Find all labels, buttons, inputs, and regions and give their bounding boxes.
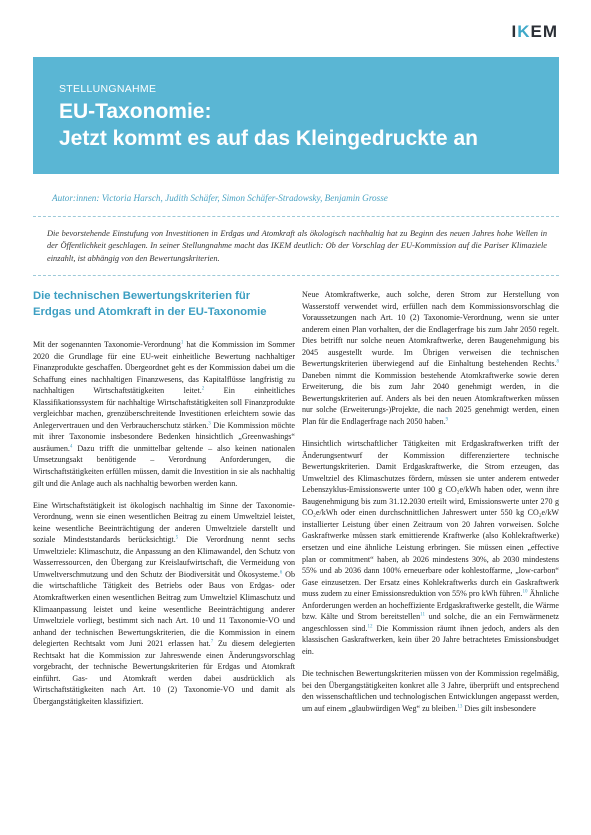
footnote-ref[interactable]: 9 bbox=[445, 417, 449, 423]
title-banner bbox=[33, 57, 559, 174]
section-heading-line-2: Erdgas und Atomkraft in der EU-Taxonomie bbox=[33, 306, 267, 318]
lead-paragraph: Die bevorstehende Einstufung von Investitionen in Erdgas und Atomkraft als ökologisch nachhaltig hat zu Beginn des neuen Jahres hohe Wellen in der Öffentlichkeit geschlagen. In seiner Stellungnahme macht das IKEM deutlich: Ob der Vorschlag der EU-Kommission auf die Pariser Klimaziele einzahlt, ist abhängig von den Bewertungskriterien. bbox=[47, 229, 547, 263]
footnote-ref[interactable]: 7 bbox=[210, 639, 214, 645]
body-paragraph: Eine Wirtschaftstätigkeit ist ökologisch nachhaltig im Sinne der Taxonomie-Verordnung, wenn sie einen wesentlichen Beitrag zu einem Umweltziel leistet, keine wesentliche Beeinträchtigung der anderen Umweltziele darstellt und soziale Mindeststandards berücksichtigt.$^5$ Die Verordnung nennt sechs Umweltziele: Klimaschutz, die Anpassung an den Klimawandel, den Schutz von Wasserressourcen, den Übergang zur Kreislaufwirtschaft, die Vermeidung von Umweltverschmutzung und den Schutz der Biodiversität und Ökosysteme.$^6$ Ob die wirtschaftliche Tätigkeit des Betriebs oder Baus von Erdgas- oder Atomkraftwerken einen wesentlichen Beitrag zum Umweltziel Klimaschutz und Klimaanpassung leistet und keine wesentliche Beeinträchtigung anderer Umweltziele vorliegt, bestimmt sich nach Art. 10 und 11 Taxonomie-VO und anhand der technischen Bewertungskriterien, die die Kommission in einem delegierten Rechtsakt vom Juni 2021 erlassen hat.$^7$ Zu diesem delegierten Rechtsakt hat die Kommission zur Jahreswende einen Änderungsvorschlag vorgebracht, der technische Bewertungskriterien für Erdgas und Atomkraft einführt. Gas- und Atomkraft werden dabei ausdrücklich als Wirtschaftstätigkeiten nach Art. 10 (2) Taxonomie-VO und damit als Übergangstätigkeiten klassifiziert. bbox=[33, 500, 295, 706]
section-heading-line-1: Die technischen Bewertungskriterien für bbox=[33, 290, 251, 302]
divider-top bbox=[33, 216, 559, 217]
page-title-line-1: EU-Taxonomie: bbox=[59, 100, 212, 123]
body-paragraph: Mit der sogenannten Taxonomie-Verordnung$^1$ hat die Kommission im Sommer 2020 die Grundlage für eine EU-weit einheitliche Bewertung nachhaltiger Finanzprodukte geschaffen. Übergeordnet geht es der Kommission dabei um die Schaffung eines nachhaltigen Finanzwesens, das Kapitalflüsse langfristig zu nachhaltigen Wirtschaftstätigkeiten leitet.$^2$ Ein einheitliches Klassifikationssystem für nachhaltige Wirtschaftstätigkeiten soll Finanzprodukte vergleichbar machen, grenzüberschreitende Investitionen erleichtern sowie das Anlegervertrauen und den Verbraucherschutz stärken.$^3$ Die Kommission möchte mit ihrer Taxonomie insbesondere Bedenken hinsichtlich „Greenwashings“ ausräumen.$^4$ Dazu trifft die unmittelbar geltende – also keinen nationalen Umsetzungsakt benötigende – Verordnung Anforderungen, die Wirtschaftstätigkeiten erfüllen müssen, damit die Investition in sie als nachhaltig gilt und die Anlage auch als nachhaltig beworben werden kann. bbox=[33, 340, 295, 488]
footnote-ref[interactable]: 11 bbox=[420, 612, 425, 618]
page-title-line-2: Jetzt kommt es auf das Kleingedruckte an bbox=[59, 127, 478, 150]
authors-line: Autor:innen: Victoria Harsch, Judith Schäfer, Simon Schäfer-Stradowsky, Benjamin Grosse bbox=[52, 193, 388, 203]
footnote-ref[interactable]: 5 bbox=[175, 535, 179, 541]
footnote-ref[interactable]: 3 bbox=[208, 421, 211, 427]
footnote-ref[interactable]: 12 bbox=[367, 624, 373, 630]
footnote-ref[interactable]: 2 bbox=[201, 386, 205, 392]
body-paragraph: Neue Atomkraftwerke, auch solche, deren Strom zur Herstellung von Wasserstoff verwendet wird, erfüllen nach dem Kommissionsvorschlag die Voraussetzungen nach Art. 10 (2) Taxonomie-Verordnung, wenn sie unter anderem einen Plan vorhalten, der die Endlagerfrage bis zum Jahr 2050 regelt. Dies betrifft nur solche neuen Atomkraftwerke, deren Baugenehmigung bis 2045 ausgestellt wurde. Im Übrigen verweisen die technischen Bewertungskriterien überwiegend auf die Einhaltung bestehenden Rechts.$^8$ Daneben nimmt die Kommission bestehende Atomkraftwerke sowie deren Erweiterung, die bis zum Jahr 2040 genehmigt werden, in die Bewertungskriterien auf. Anders als bei den neuen Atomkraftwerken müssen nur solche (Erweiterungs-)Projekte, die nach 2025 genehmigt werden, einen Plan für die Endlagerfrage nach 2050 haben.$^9$ bbox=[302, 290, 559, 427]
footnote-ref[interactable]: 6 bbox=[279, 570, 283, 576]
document-type-label: STELLUNGNAHME bbox=[59, 83, 157, 95]
divider-bottom bbox=[33, 275, 559, 276]
body-paragraph: Hinsichtlich wirtschaftlicher Tätigkeiten mit Erdgaskraftwerken trifft der Änderungsentwurf der Kommission differenziertere technische Bewertungskriterien. Damit Erdgaskraftwerke, die Strom erzeugen, das Umweltziel des Klimaschutzes fördern, müssen sie unter anderem entweder Lebenszyklus-Emissionswerte unter 100 g CO₂e/kWh haben oder, wenn ihre Baugenehmigung bis zum 31.12.2030 erteilt wird, Emissionswerte unter 270 g CO₂e/kWh oder einen durchschnittlichen Jahreswert unter 550 kg CO₂e/kW installierter Leistung über einen Zeitraum von 20 Jahren vorweisen. Solche Gaskraftwerke müssen stark emittierende Kraftwerke (also Kohlekraftwerke) ersetzen und eine ähnliche Leistung erbringen. Sie müssen einen „effective plan or commitment“ haben, ab 2026 mindestens 30%, ab 2030 mindestens 55% und ab 2036 dann 100% erneuerbare oder kohlestoffarme, „low-carbon“ Gase einzusetzen. Der Ersatz eines Kohlekraftwerks durch ein Gaskraftwerk muss zudem zu einer Emissionsreduktion von 55% pro kWh führen.$^{10}$ Ähnliche Anforderungen werden an hocheffiziente Erdgaskraftwerke gestellt, die Wärme bzw. Kälte und Strom bereitstellen$^{11}$ und solche, die an ein Fernwärmenetz angeschlossen sind.$^{12}$ Die Kommission räumt ihnen jedoch, anders als den klassischen Gaskraftwerken, kein über 20 Jahre betrachtetes Emissionsbudget ein. bbox=[302, 439, 560, 656]
footnote-ref[interactable]: 10 bbox=[522, 589, 528, 595]
left-column bbox=[33, 339, 295, 718]
footnote-ref[interactable]: 4 bbox=[69, 444, 73, 450]
footnote-ref[interactable]: 13 bbox=[457, 703, 463, 709]
footnote-ref[interactable]: 1 bbox=[180, 340, 184, 346]
right-column bbox=[302, 289, 559, 725]
footnote-ref[interactable]: 8 bbox=[556, 359, 559, 365]
body-paragraph: Die technischen Bewertungskriterien müssen von der Kommission regelmäßig, bei den Übergangstätigkeiten konkret alle 3 Jahre, überprüft und entsprechend den wissenschaftlichen und technologischen Entwicklungen angepasst werden, um auf einem „glaubwürdigen Weg“ zu bleiben.$^{13}$ Dies gilt insbesondere bbox=[302, 668, 559, 713]
ikem-logo: IKEM bbox=[511, 22, 558, 41]
